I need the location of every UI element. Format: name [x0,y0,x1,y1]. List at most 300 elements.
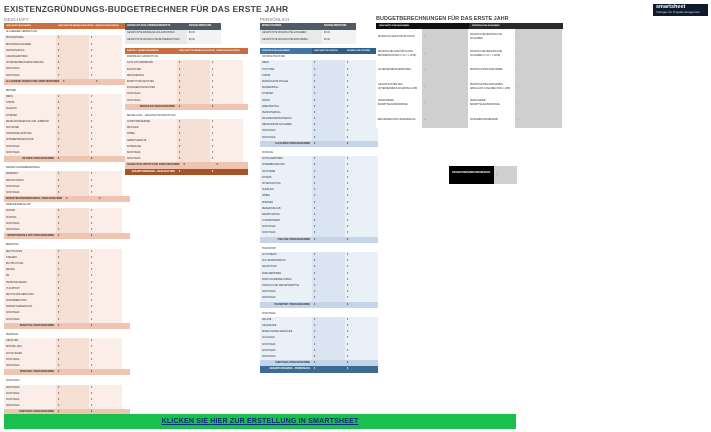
logo-brand: smartsheet [656,4,686,10]
onetime-cost-cell[interactable]: € [56,190,89,196]
monthly-cost-cell[interactable]: € [89,391,122,397]
expense-label: SONSTIGES [4,184,56,190]
expense-label: PR [4,273,56,279]
subtotal-label: SONSTIGES ZWISCHENSUMME [19,411,54,414]
onetime-cost-cell[interactable]: € [312,283,345,289]
category-label: HAUSHALTSKOSTEN [262,56,286,59]
onetime-cost-cell[interactable]: € [56,125,89,131]
monthly-cost-cell[interactable]: € [210,150,243,156]
expense-label: URLAUB [260,317,312,323]
subtotal-row [4,233,130,239]
onetime-cost-cell[interactable]: € [56,292,89,298]
monthly-cost-cell[interactable]: € [210,91,243,97]
onetime-cost-cell[interactable]: € [312,200,345,206]
budget-value: – [422,46,468,63]
summary-row [125,37,221,44]
onetime-cost-cell[interactable]: € [177,131,210,137]
onetime-cost-cell[interactable]: € [56,317,89,323]
onetime-cost-cell[interactable]: € [312,128,345,134]
onetime-cost-cell[interactable]: € [56,261,89,267]
onetime-cost-cell[interactable]: € [312,348,345,354]
monthly-cost-cell[interactable]: € [345,128,378,134]
personal-summary-value[interactable]: €0,00 [322,30,356,37]
expense-label: PARKGEBÜHREN [260,271,312,277]
monthly-cost-cell[interactable]: € [89,385,122,391]
expense-label: SONSTIGES [260,295,312,301]
monthly-cost-cell[interactable]: € [345,289,378,295]
expense-label: BESTANDSAUSGABEN [4,42,56,48]
section-budget: BUDGETBERECHNUNGEN FÜR DAS ERSTE JAHR [376,16,509,22]
expense-label: TELEFON [4,106,56,112]
category-label: IMMOBILIEN / EINRICHTUNG [127,56,159,59]
onetime-cost-cell[interactable]: € [312,85,345,91]
onetime-cost-cell[interactable]: € [312,98,345,104]
monthly-cost-cell[interactable]: € [89,184,122,190]
category-label: TRANSPORT [262,247,277,250]
monthly-cost-cell[interactable]: € [345,271,378,277]
expense-label: EINRICHTUNGSKOSTEN [125,79,177,85]
expense-label: SONSTIGES [260,348,312,354]
monthly-cost-cell[interactable]: € [345,169,378,175]
budget-label: VERFÜGBARE BARMITTEL/ERSPARNISSE [376,95,422,112]
onetime-cost-cell[interactable]: € [56,385,89,391]
monthly-cost-cell[interactable]: € [345,60,378,66]
onetime-cost-cell[interactable]: € [177,144,210,150]
monthly-cost-cell[interactable]: € [89,227,122,233]
monthly-cost-cell[interactable]: € [89,137,122,143]
expense-label: STEUERN [4,255,56,261]
monthly-cost-cell[interactable]: € [89,94,122,100]
onetime-cost-cell[interactable]: € [312,116,345,122]
monthly-cost-cell[interactable]: € [89,267,122,273]
monthly-cost-cell[interactable]: € [210,60,243,66]
summary-value[interactable]: €0,00 [187,37,221,44]
monthly-cost-cell[interactable]: € [89,344,122,350]
budget-label: MONATLICHE PERSÖNLICHE AUSGABEN [468,29,515,46]
onetime-cost-cell[interactable]: € [312,230,345,236]
expense-label: HOSTING [4,215,56,221]
onetime-cost-cell: € [314,368,316,371]
monthly-cost-cell[interactable]: € [345,206,378,212]
onetime-cost-cell[interactable]: € [177,67,210,73]
monthly-cost-cell[interactable]: € [345,67,378,73]
monthly-cost-cell[interactable]: € [89,150,122,156]
monthly-cost-cell[interactable]: € [89,190,122,196]
monthly-cost-cell[interactable]: € [345,104,378,110]
onetime-cost-cell[interactable]: € [56,255,89,261]
onetime-cost-cell[interactable]: € [56,280,89,286]
onetime-cost-cell[interactable]: € [56,42,89,48]
onetime-cost-cell[interactable]: € [312,60,345,66]
monthly-cost-cell[interactable]: € [345,230,378,236]
monthly-cost-cell[interactable]: € [89,249,122,255]
budget-row [376,95,563,112]
monthly-cost-cell[interactable]: € [210,131,243,137]
monthly-cost-cell[interactable]: € [210,79,243,85]
onetime-cost-cell[interactable]: € [312,162,345,168]
onetime-cost-cell[interactable]: € [56,54,89,60]
monthly-cost-cell[interactable]: € [89,113,122,119]
summary-value[interactable]: €0,00 [187,30,221,37]
personal-summary-row [260,30,356,37]
onetime-cost-cell[interactable]: € [312,135,345,141]
monthly-cost-cell[interactable]: € [345,135,378,141]
onetime-cost-cell[interactable]: € [312,218,345,224]
monthly-cost-cell[interactable]: € [210,67,243,73]
monthly-cost-cell[interactable]: € [89,178,122,184]
onetime-cost-cell[interactable]: € [56,48,89,54]
budget-value: – [515,79,562,96]
smartsheet-logo[interactable] [653,4,708,16]
onetime-cost-cell[interactable]: € [312,264,345,270]
onetime-cost-cell[interactable]: € [56,298,89,304]
business-summary [125,23,221,44]
monthly-cost-cell[interactable]: € [345,200,378,206]
monthly-cost-cell[interactable]: € [345,323,378,329]
subtotal-label: BERATUNG ZWISCHENSUMME [19,324,54,327]
onetime-cost-cell[interactable]: € [312,258,345,264]
monthly-cost-cell[interactable]: € [210,73,243,79]
onetime-cost-cell[interactable]: € [56,106,89,112]
monthly-cost-cell[interactable]: € [89,261,122,267]
onetime-cost-cell[interactable]: € [312,110,345,116]
subtotal-label: PERSONAL ZWISCHENSUMME [19,371,54,374]
monthly-cost-cell[interactable]: € [345,264,378,270]
page-title: EXISTENZGRÜNDUNGS-BUDGETRECHNER FÜR DAS ERSTE JAHR [4,4,289,14]
onetime-cost-cell[interactable]: € [56,338,89,344]
subtotal-label: GESCHÄFTSAUSSTATTUNG ZWISCHENSUMME [127,164,180,167]
subtotal-label: ZUHAUSE ZWISCHENSUMME [277,238,310,241]
monthly-cost-cell[interactable]: € [89,397,122,403]
onetime-cost-cell[interactable]: € [312,175,345,181]
monthly-cost-cell[interactable]: € [89,351,122,357]
monthly-cost-cell[interactable]: € [89,54,122,60]
monthly-cost-cell[interactable]: € [345,116,378,122]
monthly-cost-cell[interactable]: € [345,175,378,181]
onetime-cost-cell[interactable]: € [312,193,345,199]
onetime-cost-cell[interactable]: € [312,252,345,258]
onetime-cost-cell[interactable]: € [56,351,89,357]
monthly-cost-cell[interactable]: € [89,208,122,214]
monthly-cost-cell[interactable]: € [345,329,378,335]
monthly-cost-cell[interactable]: € [345,218,378,224]
onetime-cost-cell[interactable]: € [56,221,89,227]
onetime-cost-cell[interactable]: € [312,224,345,230]
onetime-cost-cell: € [66,198,68,201]
budget-value: – [515,112,562,129]
onetime-cost-cell[interactable]: € [312,323,345,329]
onetime-cost-cell[interactable]: € [312,295,345,301]
onetime-cost-cell[interactable]: € [312,187,345,193]
expense-label: UNTERNEHMENSVERSICHERUNG [4,60,56,66]
monthly-cost-cell[interactable]: € [89,317,122,323]
personal-expenses-table [260,48,378,373]
onetime-cost-cell[interactable]: € [56,344,89,350]
onetime-cost-cell[interactable]: € [56,113,89,119]
monthly-cost-cell[interactable]: € [345,252,378,258]
monthly-cost-cell: € [91,235,93,238]
onetime-cost-cell[interactable]: € [56,391,89,397]
monthly-cost-cell[interactable]: € [210,85,243,91]
monthly-cost-cell[interactable]: € [89,255,122,261]
expense-label: KLEIDUNG [260,187,312,193]
monthly-cost-cell: € [91,411,93,414]
onetime-cost-cell[interactable]: € [56,35,89,41]
expense-label: SOFTWARE [4,125,56,131]
onetime-cost-cell[interactable]: € [312,342,345,348]
monthly-cost-cell[interactable]: € [89,363,122,369]
monthly-cost-cell[interactable]: € [345,73,378,79]
onetime-cost-cell[interactable]: € [56,208,89,214]
monthly-cost-cell[interactable]: € [210,119,243,125]
monthly-cost-cell[interactable]: € [89,221,122,227]
monthly-cost-cell[interactable]: € [89,280,122,286]
onetime-cost-cell[interactable]: € [56,363,89,369]
onetime-cost-cell[interactable]: € [177,79,210,85]
onetime-cost-cell[interactable]: € [312,73,345,79]
expense-label: SONSTIGES [260,230,312,236]
onetime-cost-cell[interactable]: € [177,119,210,125]
monthly-cost-cell[interactable]: € [89,292,122,298]
monthly-cost-cell[interactable]: € [345,98,378,104]
monthly-cost-cell[interactable]: € [345,91,378,97]
monthly-cost-cell[interactable]: € [89,66,122,72]
onetime-cost-cell[interactable]: € [56,249,89,255]
monthly-cost-cell[interactable]: € [89,35,122,41]
monthly-cost-cell[interactable]: € [345,212,378,218]
monthly-cost-cell[interactable]: € [89,106,122,112]
monthly-cost-cell[interactable]: € [89,73,122,79]
expense-label: BÜROMATERIAL [4,35,56,41]
budget-value: – [422,62,468,79]
onetime-cost-cell[interactable]: € [312,122,345,128]
onetime-cost-cell[interactable]: € [56,150,89,156]
onetime-cost-cell[interactable]: € [56,286,89,292]
budget-label: VERFÜGBARE BARMITTEL/ERSPARNISSE [468,95,515,112]
budget-label: GESAMTKOSTEN DES UNTERNEHMENS IM ERSTEN JAHR [376,79,422,96]
monthly-cost-cell[interactable]: € [345,110,378,116]
monthly-cost-cell[interactable]: € [345,335,378,341]
total-row [125,169,248,175]
summary-label: GESCHÄTZTE EINMALIGE ANLAUFKOSTEN [127,32,175,34]
onetime-cost-cell: € [183,164,185,167]
monthly-cost-cell[interactable]: € [89,60,122,66]
monthly-cost-cell[interactable]: € [345,342,378,348]
monthly-cost-cell[interactable]: € [345,258,378,264]
monthly-cost-cell: € [96,80,98,83]
monthly-cost-cell[interactable]: € [345,181,378,187]
monthly-cost-cell[interactable]: € [345,193,378,199]
monthly-cost-cell[interactable]: € [89,310,122,316]
onetime-cost-cell[interactable]: € [312,335,345,341]
onetime-cost-cell[interactable]: € [56,267,89,273]
monthly-cost-cell: € [99,198,101,201]
budget-label: MONATLICHE GESCHÄFTLICHE BETRIEBSKOSTEN (X 12 = 1 JAHR) [376,46,422,63]
monthly-cost-cell[interactable]: € [89,286,122,292]
monthly-cost-cell[interactable]: € [89,338,122,344]
monthly-cost-cell[interactable]: € [89,48,122,54]
onetime-cost-cell[interactable]: € [177,125,210,131]
monthly-cost-cell[interactable]: € [89,131,122,137]
category-label: ZUHAUSE [262,152,273,154]
monthly-cost-cell[interactable]: € [89,304,122,310]
cta-link[interactable]: KLICKEN SIE HIER ZUR ERSTELLUNG IN SMARTSHEET [161,418,359,425]
expense-label: RENOVIERUNG [125,73,177,79]
onetime-cost-cell[interactable]: € [56,94,89,100]
onetime-cost-cell[interactable]: € [312,156,345,162]
onetime-cost-cell[interactable]: € [312,329,345,335]
onetime-cost-cell[interactable]: € [312,169,345,175]
onetime-cost-cell[interactable]: € [56,100,89,106]
personal-summary-value[interactable]: €0,00 [322,37,356,44]
onetime-cost-cell[interactable]: € [177,60,210,66]
expense-label: SONSTIGES [4,317,56,323]
budget-label: FINANZIERUNGSBEDARF [468,112,515,129]
monthly-cost-cell[interactable]: € [345,85,378,91]
onetime-cost-cell[interactable]: € [56,119,89,125]
onetime-cost-cell[interactable]: € [56,184,89,190]
onetime-cost-cell[interactable]: € [56,178,89,184]
expense-label: SONSTIGES [260,342,312,348]
monthly-cost-cell[interactable]: € [345,283,378,289]
onetime-cost-cell[interactable]: € [312,277,345,283]
monthly-cost-cell[interactable]: € [210,144,243,150]
expense-label: SONSTIGES [4,363,56,369]
onetime-cost-cell[interactable]: € [56,357,89,363]
onetime-cost-cell: € [63,80,65,83]
onetime-cost-cell[interactable]: € [312,91,345,97]
budget-label: MONATLICHE PERSÖNLICHE AUSGABEN (X 12 = 1 JAHR) [468,46,515,63]
onetime-cost-cell[interactable]: € [177,138,210,144]
monthly-cost-cell[interactable]: € [345,162,378,168]
monthly-cost-cell[interactable]: € [89,215,122,221]
monthly-cost-cell[interactable]: € [89,298,122,304]
onetime-cost-cell[interactable]: € [56,131,89,137]
onetime-cost-cell[interactable]: € [56,144,89,150]
monthly-cost-cell[interactable]: € [345,187,378,193]
monthly-cost-cell[interactable]: € [345,354,378,360]
onetime-cost-cell[interactable]: € [312,206,345,212]
monthly-cost-cell[interactable]: € [345,79,378,85]
onetime-cost-cell[interactable]: € [56,66,89,72]
onetime-cost-cell[interactable]: € [312,79,345,85]
monthly-cost-cell[interactable]: € [210,156,243,162]
onetime-cost-cell: € [314,238,316,241]
assets-header-monthly: MONATLICHE KOSTEN [216,50,240,52]
summary-row [125,30,221,37]
onetime-cost-cell[interactable]: € [56,403,89,409]
monthly-cost-cell[interactable]: € [210,125,243,131]
total-funding-value: – [494,166,517,184]
onetime-cost-cell[interactable]: € [312,317,345,323]
onetime-cost-cell: € [58,371,60,374]
monthly-cost-cell: € [347,362,349,365]
expense-label: SONSTIGES [4,227,56,233]
onetime-cost-cell[interactable]: € [312,289,345,295]
expense-label: FITNESS [260,175,312,181]
onetime-cost-cell[interactable]: € [312,181,345,187]
total-label: GESAMTVERMÖGEN – BESCHAFFUNG [131,170,175,173]
expense-label: DRUCKKOSTEN [4,178,56,184]
onetime-cost-cell[interactable]: € [56,273,89,279]
smartsheet-cta-banner[interactable] [4,414,516,429]
expense-label: SCHULGEBÜHREN [260,156,312,162]
onetime-cost-cell[interactable]: € [56,310,89,316]
subtotal-label: IMMOBILIEN ZWISCHENSUMME [139,105,175,108]
onetime-cost-cell[interactable]: € [312,354,345,360]
category-label: SONSTIGES [6,380,20,383]
monthly-cost-cell[interactable]: € [89,273,122,279]
expense-label: SONSTIGES [260,128,312,134]
budget-label: EINMALIGE GESCHÄFTSKOSTEN [376,29,422,46]
monthly-cost-cell[interactable]: € [345,224,378,230]
expense-label: SONSTIGES [260,289,312,295]
onetime-cost-cell[interactable]: € [56,215,89,221]
monthly-cost-cell[interactable]: € [345,277,378,283]
onetime-cost-cell[interactable]: € [177,73,210,79]
monthly-cost-cell[interactable]: € [89,119,122,125]
monthly-cost-cell[interactable]: € [89,357,122,363]
onetime-cost-cell[interactable]: € [56,304,89,310]
expense-label: WARTUNG/REPARATUREN [260,277,312,283]
monthly-cost-cell[interactable]: € [89,171,122,177]
expense-label: LIZENZ/GEBÜHREN [4,54,56,60]
onetime-cost-cell[interactable]: € [56,73,89,79]
expense-label: DOMAIN [4,208,56,214]
monthly-cost-cell[interactable]: € [345,317,378,323]
monthly-cost-cell[interactable]: € [345,156,378,162]
logo-tagline: Vorlagen für Projektmanagement [656,10,700,14]
budget-label: ERFORDERLICHE FINANZIERUNG [376,112,422,129]
onetime-cost-cell[interactable]: € [312,271,345,277]
expense-label: SONSTIGES [125,98,177,104]
summary-label: GESCHÄTZTE MONATLICHE BETRIEBSKOSTEN [127,39,180,41]
monthly-cost-cell[interactable]: € [210,138,243,144]
onetime-cost-cell[interactable]: € [177,91,210,97]
onetime-cost-cell[interactable]: € [56,60,89,66]
onetime-cost-cell[interactable]: € [312,212,345,218]
personal-summary-header-value: BARGELDBESTAND [324,25,347,27]
onetime-cost-cell[interactable]: € [312,104,345,110]
monthly-cost-cell[interactable]: € [89,125,122,131]
onetime-cost-cell[interactable]: € [56,397,89,403]
category-label: MARKETING/WERBEMATERIAL [6,167,41,170]
monthly-cost-cell[interactable]: € [89,403,122,409]
monthly-cost-cell[interactable]: € [210,98,243,104]
onetime-cost-cell[interactable]: € [177,150,210,156]
monthly-cost-cell[interactable]: € [89,100,122,106]
budget-row [376,112,563,129]
monthly-cost-cell[interactable]: € [345,122,378,128]
expense-label: KRAFTSTOFF [260,264,312,270]
onetime-cost-cell[interactable]: € [56,227,89,233]
expense-label: WERBUNG [4,171,56,177]
expense-label: LEBENSMITTEL [260,104,312,110]
onetime-cost-cell[interactable]: € [312,67,345,73]
onetime-cost-cell[interactable]: € [56,171,89,177]
onetime-cost-cell[interactable]: € [56,137,89,143]
monthly-cost-cell[interactable]: € [345,348,378,354]
expense-label: SCHULUNGEN [4,351,56,357]
monthly-cost-cell[interactable]: € [89,42,122,48]
expense-label: EINZELHANDELSEINKÄUFE [260,329,312,335]
onetime-cost-cell[interactable]: € [177,98,210,104]
expense-label: DESIGN [4,267,56,273]
monthly-cost-cell[interactable]: € [345,295,378,301]
monthly-cost-cell[interactable]: € [89,144,122,150]
onetime-cost-cell[interactable]: € [177,156,210,162]
onetime-cost-cell[interactable]: € [177,85,210,91]
